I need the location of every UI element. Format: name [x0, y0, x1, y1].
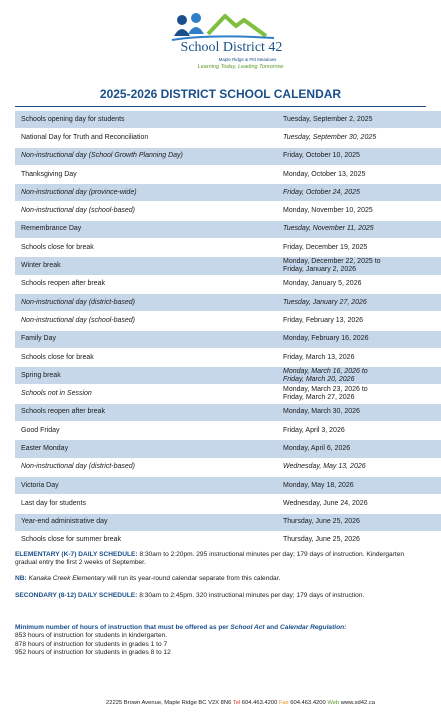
- minimum-hours-heading: [15, 624, 426, 632]
- calendar-body: [15, 111, 441, 550]
- event-cell: Schools reopen after break: [15, 275, 277, 293]
- date-text: Monday, November 10, 2025: [283, 207, 373, 215]
- table-row: [15, 147, 441, 165]
- date-cell: [277, 513, 441, 531]
- table-row: [15, 403, 441, 421]
- footer-contact: [0, 700, 441, 706]
- district-logo: [0, 12, 441, 74]
- minimum-head-regulation: Calendar Regulation:: [280, 624, 347, 631]
- date-cell: [277, 184, 441, 202]
- minimum-head-and: and: [266, 624, 279, 631]
- date-cell: [277, 312, 441, 330]
- date-text-end: Friday, March 27, 2026: [283, 394, 355, 402]
- event-cell: Schools reopen after break: [15, 403, 277, 421]
- date-text: Monday, January 5, 2026: [283, 280, 362, 288]
- table-row: [15, 165, 441, 183]
- table-row: [15, 111, 441, 129]
- table-row: [15, 293, 441, 311]
- date-cell: [277, 293, 441, 311]
- minimum-line: 878 hours of instruction for students in grades 1 to 7: [15, 640, 168, 648]
- table-row: [15, 257, 441, 275]
- table-row: [15, 312, 441, 330]
- event-cell: Schools not in Session: [15, 385, 277, 403]
- date-text: Friday, October 10, 2025: [283, 152, 360, 160]
- secondary-text: 8:30am to 2:45pm. 320 instructional minutes per day; 179 days of instruction.: [139, 591, 365, 599]
- date-cell: [277, 403, 441, 421]
- footer-web: www.sd42.ca: [340, 700, 375, 706]
- secondary-label: SECONDARY (8-12) DAILY SCHEDULE:: [15, 591, 138, 599]
- date-cell: [277, 367, 441, 385]
- table-row: [15, 440, 441, 458]
- date-text: Monday, April 6, 2026: [283, 444, 351, 452]
- date-cell: [277, 220, 441, 238]
- date-cell: [277, 330, 441, 348]
- date-text: Friday, December 19, 2025: [283, 243, 368, 251]
- table-row: [15, 476, 441, 494]
- event-cell: Remembrance Day: [15, 220, 277, 238]
- date-text: Tuesday, September 30, 2025: [283, 133, 377, 141]
- date-cell: [277, 147, 441, 165]
- date-cell: [277, 275, 441, 293]
- date-cell: [277, 476, 441, 494]
- date-text: Wednesday, May 13, 2026: [283, 463, 366, 471]
- page-title: 2025-2026 DISTRICT SCHOOL CALENDAR: [99, 87, 342, 101]
- footer-fax: 604.463.4200: [290, 700, 326, 706]
- event-cell: Non-instructional day (School Growth Planning Day): [15, 147, 277, 165]
- logo-tagline: Learning Today, Leading Tomorrow: [197, 64, 284, 70]
- table-row: [15, 239, 441, 257]
- date-cell: [277, 111, 441, 129]
- date-text: Wednesday, June 24, 2026: [283, 499, 368, 507]
- minimum-line: 853 hours of instruction for students in kindergarten.: [15, 632, 168, 640]
- elementary-label: ELEMENTARY (K-7) DAILY SCHEDULE:: [15, 551, 138, 558]
- date-cell: [277, 239, 441, 257]
- date-cell: [277, 257, 441, 275]
- date-text: Monday, October 13, 2025: [283, 170, 366, 178]
- elementary-text: 8:30am to 2:20pm. 295 instructional minutes per day; 179 days of instruction. Kindergarten gradual entry the first 2 weeks of September.: [15, 551, 405, 567]
- date-cell: [277, 165, 441, 183]
- date-text: Monday, March 30, 2026: [283, 408, 360, 416]
- table-row: [15, 531, 441, 549]
- event-cell: Spring break: [15, 367, 277, 385]
- date-cell: [277, 495, 441, 513]
- secondary-schedule: [15, 592, 415, 600]
- table-row: [15, 385, 441, 403]
- event-cell: Thanksgiving Day: [15, 165, 277, 183]
- event-cell: Victoria Day: [15, 476, 277, 494]
- date-text: Tuesday, November 11, 2025: [283, 225, 374, 233]
- table-row: [15, 330, 441, 348]
- event-cell: Schools close for break: [15, 239, 277, 257]
- date-cell: [277, 440, 441, 458]
- date-text-end: Friday, January 2, 2026: [283, 266, 357, 274]
- date-text: Monday, March 23, 2026 to: [283, 386, 368, 394]
- footer-address: 22225 Brown Avenue, Maple Ridge BC V2X 8N6: [106, 700, 232, 706]
- event-cell: National Day for Truth and Reconciliation: [15, 129, 277, 147]
- table-row: [15, 220, 441, 238]
- minimum-hours: [15, 624, 426, 658]
- footer-fax-label: Fax: [278, 700, 289, 706]
- date-cell: [277, 348, 441, 366]
- event-cell: Year-end administrative day: [15, 513, 277, 531]
- event-cell: Good Friday: [15, 422, 277, 440]
- date-cell: [277, 458, 441, 476]
- title-divider: [15, 106, 426, 107]
- date-text: Thursday, June 25, 2026: [283, 536, 360, 544]
- nb-label: NB:: [15, 575, 27, 583]
- schedule-notes: [15, 551, 415, 608]
- minimum-head-text: Minimum number of hours of instruction that must be offered as per: [15, 624, 229, 631]
- table-row: [15, 184, 441, 202]
- table-row: [15, 422, 441, 440]
- event-cell: Non-instructional day (school-based): [15, 312, 277, 330]
- table-row: [15, 513, 441, 531]
- nb-note: [15, 575, 415, 583]
- event-cell: Non-instructional day (school-based): [15, 202, 277, 220]
- calendar-table: [15, 111, 441, 550]
- date-text: Friday, March 13, 2026: [283, 353, 355, 361]
- date-cell: [277, 202, 441, 220]
- nb-text: will run its year-round calendar separate from this calendar.: [107, 575, 281, 583]
- event-cell: Easter Monday: [15, 440, 277, 458]
- logo-name: School District 42: [180, 40, 283, 55]
- date-cell: [277, 422, 441, 440]
- minimum-head-act: School Act: [230, 624, 265, 631]
- footer-web-label: Web: [327, 700, 340, 706]
- date-cell: [277, 531, 441, 549]
- footer-tel-label: Tel: [232, 700, 241, 706]
- elementary-schedule: [15, 551, 415, 567]
- footer-tel: 604.463.4200: [241, 700, 278, 706]
- event-cell: Non-instructional day (district-based): [15, 293, 277, 311]
- event-cell: Schools opening day for students: [15, 111, 277, 129]
- table-row: [15, 367, 441, 385]
- table-row: [15, 129, 441, 147]
- table-row: [15, 348, 441, 366]
- event-cell: Family Day: [15, 330, 277, 348]
- date-cell: [277, 129, 441, 147]
- logo-subtitle: Maple Ridge & Pitt Meadows: [218, 57, 277, 62]
- table-row: [15, 275, 441, 293]
- date-text: Tuesday, September 2, 2025: [283, 115, 373, 123]
- event-cell: Schools close for break: [15, 348, 277, 366]
- date-text: Monday, March 16, 2026 to: [283, 367, 368, 375]
- date-text: Tuesday, January 27, 2026: [283, 298, 367, 306]
- date-text: Friday, February 13, 2026: [283, 316, 364, 324]
- date-text: Thursday, June 25, 2026: [283, 518, 360, 526]
- event-cell: Winter break: [15, 257, 277, 275]
- table-row: [15, 202, 441, 220]
- nb-school: Kanaka Creek Elementary: [28, 575, 106, 583]
- event-cell: Non-instructional day (district-based): [15, 458, 277, 476]
- date-text: Friday, October 24, 2025: [283, 188, 360, 196]
- date-text: Monday, May 18, 2026: [283, 481, 354, 489]
- date-cell: [277, 385, 441, 403]
- table-row: [15, 495, 441, 513]
- date-text-end: Friday, March 20, 2026: [283, 375, 355, 383]
- event-cell: Last day for students: [15, 495, 277, 513]
- date-text: Friday, April 3, 2026: [283, 426, 345, 434]
- table-row: [15, 458, 441, 476]
- minimum-line: 952 hours of instruction for students in grades 8 to 12: [15, 649, 171, 657]
- event-cell: Schools close for summer break: [15, 531, 277, 549]
- date-text: Monday, February 16, 2026: [283, 335, 369, 343]
- date-text: Monday, December 22, 2025 to: [283, 258, 381, 266]
- event-cell: Non-instructional day (province-wide): [15, 184, 277, 202]
